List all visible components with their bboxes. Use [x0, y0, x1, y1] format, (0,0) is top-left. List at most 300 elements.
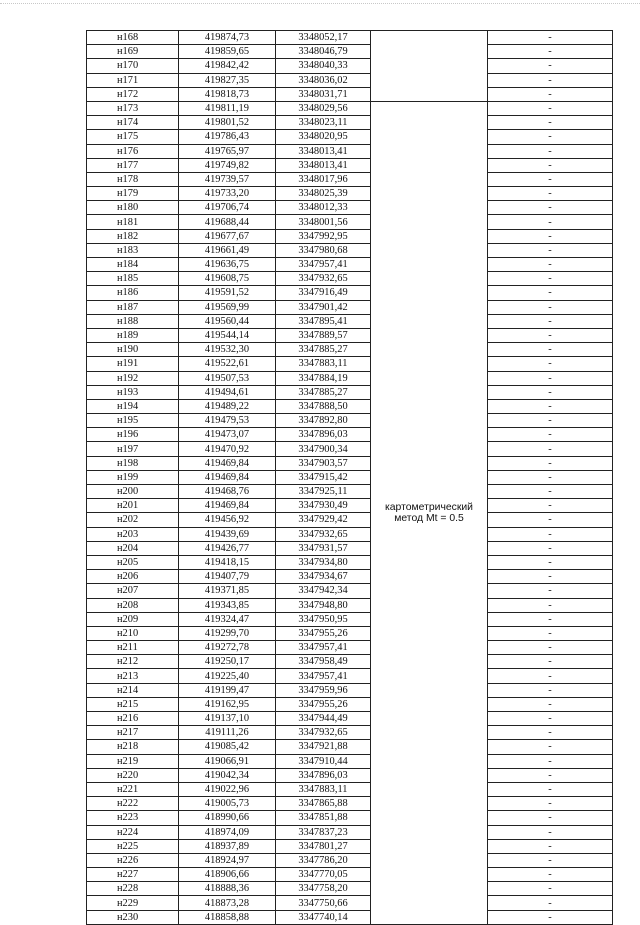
description-cell: -	[488, 811, 613, 825]
y-coordinate-cell: 3348012,33	[276, 201, 371, 215]
y-coordinate-cell: 3347916,49	[276, 286, 371, 300]
description-cell: -	[488, 158, 613, 172]
table-row	[87, 314, 613, 328]
x-coordinate-cell: 419439,69	[179, 527, 276, 541]
table-row	[87, 229, 613, 243]
table-row	[87, 555, 613, 569]
y-coordinate-cell: 3347883,11	[276, 782, 371, 796]
table-row	[87, 853, 613, 867]
description-cell: -	[488, 201, 613, 215]
y-coordinate-cell: 3347786,20	[276, 853, 371, 867]
point-id-cell: н191	[87, 357, 179, 371]
description-cell: -	[488, 286, 613, 300]
point-id-cell: н222	[87, 797, 179, 811]
point-id-cell: н216	[87, 712, 179, 726]
point-id-cell: н227	[87, 868, 179, 882]
y-coordinate-cell: 3347957,41	[276, 669, 371, 683]
y-coordinate-cell: 3347889,57	[276, 328, 371, 342]
y-coordinate-cell: 3347758,20	[276, 882, 371, 896]
y-coordinate-cell: 3348023,11	[276, 116, 371, 130]
x-coordinate-cell: 419470,92	[179, 442, 276, 456]
description-cell: -	[488, 130, 613, 144]
y-coordinate-cell: 3347884,19	[276, 371, 371, 385]
point-id-cell: н230	[87, 910, 179, 924]
x-coordinate-cell: 419859,65	[179, 45, 276, 59]
coordinates-table-body	[87, 31, 613, 925]
y-coordinate-cell: 3347888,50	[276, 399, 371, 413]
point-id-cell: н187	[87, 300, 179, 314]
y-coordinate-cell: 3347944,49	[276, 712, 371, 726]
table-row	[87, 470, 613, 484]
description-cell: -	[488, 782, 613, 796]
y-coordinate-cell: 3347885,27	[276, 385, 371, 399]
y-coordinate-cell: 3348031,71	[276, 87, 371, 101]
description-cell: -	[488, 314, 613, 328]
x-coordinate-cell: 419162,95	[179, 697, 276, 711]
method-cell-empty	[371, 31, 488, 102]
point-id-cell: н202	[87, 513, 179, 527]
point-id-cell: н213	[87, 669, 179, 683]
table-row	[87, 286, 613, 300]
table-row	[87, 797, 613, 811]
point-id-cell: н223	[87, 811, 179, 825]
table-row	[87, 414, 613, 428]
point-id-cell: н190	[87, 343, 179, 357]
x-coordinate-cell: 419469,84	[179, 499, 276, 513]
y-coordinate-cell: 3347903,57	[276, 456, 371, 470]
x-coordinate-cell: 419818,73	[179, 87, 276, 101]
x-coordinate-cell: 419066,91	[179, 754, 276, 768]
description-cell: -	[488, 328, 613, 342]
point-id-cell: н224	[87, 825, 179, 839]
y-coordinate-cell: 3348025,39	[276, 187, 371, 201]
x-coordinate-cell: 419479,53	[179, 414, 276, 428]
y-coordinate-cell: 3347942,34	[276, 584, 371, 598]
table-row	[87, 456, 613, 470]
point-id-cell: н206	[87, 570, 179, 584]
table-row	[87, 541, 613, 555]
point-id-cell: н200	[87, 485, 179, 499]
y-coordinate-cell: 3348017,96	[276, 172, 371, 186]
table-row	[87, 357, 613, 371]
point-id-cell: н228	[87, 882, 179, 896]
point-id-cell: н195	[87, 414, 179, 428]
description-cell: -	[488, 73, 613, 87]
table-row	[87, 300, 613, 314]
x-coordinate-cell: 419489,22	[179, 399, 276, 413]
description-cell: -	[488, 243, 613, 257]
scan-top-edge	[0, 3, 640, 5]
description-cell: -	[488, 229, 613, 243]
x-coordinate-cell: 419250,17	[179, 655, 276, 669]
x-coordinate-cell: 419469,84	[179, 456, 276, 470]
table-row	[87, 584, 613, 598]
table-row	[87, 87, 613, 101]
description-cell: -	[488, 910, 613, 924]
point-id-cell: н186	[87, 286, 179, 300]
y-coordinate-cell: 3347865,88	[276, 797, 371, 811]
table-row	[87, 45, 613, 59]
description-cell: -	[488, 485, 613, 499]
y-coordinate-cell: 3347921,88	[276, 740, 371, 754]
description-cell: -	[488, 555, 613, 569]
y-coordinate-cell: 3347955,26	[276, 626, 371, 640]
x-coordinate-cell: 419199,47	[179, 683, 276, 697]
table-row	[87, 258, 613, 272]
x-coordinate-cell: 419560,44	[179, 314, 276, 328]
y-coordinate-cell: 3347896,03	[276, 428, 371, 442]
y-coordinate-cell: 3347925,11	[276, 485, 371, 499]
y-coordinate-cell: 3347837,23	[276, 825, 371, 839]
point-id-cell: н169	[87, 45, 179, 59]
x-coordinate-cell: 419418,15	[179, 555, 276, 569]
description-cell: -	[488, 896, 613, 910]
point-id-cell: н172	[87, 87, 179, 101]
description-cell: -	[488, 513, 613, 527]
table-row	[87, 499, 613, 513]
point-id-cell: н180	[87, 201, 179, 215]
table-row	[87, 101, 613, 115]
y-coordinate-cell: 3348040,33	[276, 59, 371, 73]
x-coordinate-cell: 419739,57	[179, 172, 276, 186]
x-coordinate-cell: 419494,61	[179, 385, 276, 399]
table-row	[87, 683, 613, 697]
x-coordinate-cell: 419299,70	[179, 626, 276, 640]
table-row	[87, 910, 613, 924]
point-id-cell: н201	[87, 499, 179, 513]
x-coordinate-cell: 418906,66	[179, 868, 276, 882]
x-coordinate-cell: 418974,09	[179, 825, 276, 839]
table-row	[87, 385, 613, 399]
point-id-cell: н174	[87, 116, 179, 130]
x-coordinate-cell: 419874,73	[179, 31, 276, 45]
description-cell: -	[488, 612, 613, 626]
x-coordinate-cell: 419456,92	[179, 513, 276, 527]
x-coordinate-cell: 419765,97	[179, 144, 276, 158]
point-id-cell: н176	[87, 144, 179, 158]
point-id-cell: н211	[87, 641, 179, 655]
y-coordinate-cell: 3348046,79	[276, 45, 371, 59]
description-cell: -	[488, 754, 613, 768]
point-id-cell: н217	[87, 726, 179, 740]
x-coordinate-cell: 419085,42	[179, 740, 276, 754]
point-id-cell: н184	[87, 258, 179, 272]
point-id-cell: н221	[87, 782, 179, 796]
table-row	[87, 882, 613, 896]
point-id-cell: н173	[87, 101, 179, 115]
description-cell: -	[488, 258, 613, 272]
y-coordinate-cell: 3347896,03	[276, 768, 371, 782]
y-coordinate-cell: 3347934,80	[276, 555, 371, 569]
y-coordinate-cell: 3348036,02	[276, 73, 371, 87]
point-id-cell: н207	[87, 584, 179, 598]
point-id-cell: н199	[87, 470, 179, 484]
description-cell: -	[488, 343, 613, 357]
description-cell: -	[488, 527, 613, 541]
y-coordinate-cell: 3347950,95	[276, 612, 371, 626]
x-coordinate-cell: 419042,34	[179, 768, 276, 782]
y-coordinate-cell: 3347980,68	[276, 243, 371, 257]
point-id-cell: н219	[87, 754, 179, 768]
table-row	[87, 839, 613, 853]
point-id-cell: н229	[87, 896, 179, 910]
y-coordinate-cell: 3347959,96	[276, 683, 371, 697]
table-row	[87, 641, 613, 655]
y-coordinate-cell: 3347801,27	[276, 839, 371, 853]
y-coordinate-cell: 3347948,80	[276, 598, 371, 612]
description-cell: -	[488, 187, 613, 201]
x-coordinate-cell: 419522,61	[179, 357, 276, 371]
y-coordinate-cell: 3347992,95	[276, 229, 371, 243]
description-cell: -	[488, 882, 613, 896]
x-coordinate-cell: 419608,75	[179, 272, 276, 286]
x-coordinate-cell: 419706,74	[179, 201, 276, 215]
description-cell: -	[488, 101, 613, 115]
y-coordinate-cell: 3347958,49	[276, 655, 371, 669]
coordinates-table	[86, 30, 613, 925]
table-row	[87, 726, 613, 740]
table-row	[87, 144, 613, 158]
x-coordinate-cell: 419272,78	[179, 641, 276, 655]
table-row	[87, 172, 613, 186]
point-id-cell: н193	[87, 385, 179, 399]
table-row	[87, 187, 613, 201]
x-coordinate-cell: 419022,96	[179, 782, 276, 796]
point-id-cell: н177	[87, 158, 179, 172]
x-coordinate-cell: 419137,10	[179, 712, 276, 726]
point-id-cell: н210	[87, 626, 179, 640]
point-id-cell: н198	[87, 456, 179, 470]
description-cell: -	[488, 414, 613, 428]
y-coordinate-cell: 3347885,27	[276, 343, 371, 357]
x-coordinate-cell: 418924,97	[179, 853, 276, 867]
table-row	[87, 811, 613, 825]
y-coordinate-cell: 3348029,56	[276, 101, 371, 115]
point-id-cell: н203	[87, 527, 179, 541]
x-coordinate-cell: 419426,77	[179, 541, 276, 555]
x-coordinate-cell: 419677,67	[179, 229, 276, 243]
point-id-cell: н209	[87, 612, 179, 626]
y-coordinate-cell: 3348052,17	[276, 31, 371, 45]
table-row	[87, 768, 613, 782]
description-cell: -	[488, 300, 613, 314]
table-row	[87, 158, 613, 172]
table-row	[87, 513, 613, 527]
point-id-cell: н194	[87, 399, 179, 413]
x-coordinate-cell: 419005,73	[179, 797, 276, 811]
description-cell: -	[488, 669, 613, 683]
y-coordinate-cell: 3347895,41	[276, 314, 371, 328]
y-coordinate-cell: 3348020,95	[276, 130, 371, 144]
table-row	[87, 215, 613, 229]
table-row	[87, 73, 613, 87]
x-coordinate-cell: 419507,53	[179, 371, 276, 385]
y-coordinate-cell: 3347934,67	[276, 570, 371, 584]
point-id-cell: н218	[87, 740, 179, 754]
point-id-cell: н181	[87, 215, 179, 229]
table-row	[87, 868, 613, 882]
y-coordinate-cell: 3347750,66	[276, 896, 371, 910]
point-id-cell: н171	[87, 73, 179, 87]
table-row	[87, 669, 613, 683]
x-coordinate-cell: 419371,85	[179, 584, 276, 598]
description-cell: -	[488, 172, 613, 186]
x-coordinate-cell: 419324,47	[179, 612, 276, 626]
x-coordinate-cell: 419688,44	[179, 215, 276, 229]
y-coordinate-cell: 3347910,44	[276, 754, 371, 768]
y-coordinate-cell: 3347915,42	[276, 470, 371, 484]
description-cell: -	[488, 655, 613, 669]
description-cell: -	[488, 726, 613, 740]
table-row	[87, 754, 613, 768]
table-row	[87, 59, 613, 73]
point-id-cell: н208	[87, 598, 179, 612]
x-coordinate-cell: 419801,52	[179, 116, 276, 130]
point-id-cell: н185	[87, 272, 179, 286]
description-cell: -	[488, 570, 613, 584]
y-coordinate-cell: 3347932,65	[276, 527, 371, 541]
y-coordinate-cell: 3347929,42	[276, 513, 371, 527]
description-cell: -	[488, 853, 613, 867]
x-coordinate-cell: 419811,19	[179, 101, 276, 115]
point-id-cell: н226	[87, 853, 179, 867]
point-id-cell: н182	[87, 229, 179, 243]
point-id-cell: н168	[87, 31, 179, 45]
x-coordinate-cell: 418937,89	[179, 839, 276, 853]
description-cell: -	[488, 428, 613, 442]
table-row	[87, 272, 613, 286]
x-coordinate-cell: 419661,49	[179, 243, 276, 257]
point-id-cell: н189	[87, 328, 179, 342]
point-id-cell: н225	[87, 839, 179, 853]
x-coordinate-cell: 419842,42	[179, 59, 276, 73]
x-coordinate-cell: 419786,43	[179, 130, 276, 144]
table-row	[87, 328, 613, 342]
description-cell: -	[488, 116, 613, 130]
table-row	[87, 570, 613, 584]
description-cell: -	[488, 839, 613, 853]
table-row	[87, 31, 613, 45]
description-cell: -	[488, 31, 613, 45]
description-cell: -	[488, 584, 613, 598]
table-row	[87, 527, 613, 541]
x-coordinate-cell: 418888,36	[179, 882, 276, 896]
description-cell: -	[488, 385, 613, 399]
description-cell: -	[488, 371, 613, 385]
table-row	[87, 201, 613, 215]
x-coordinate-cell: 419343,85	[179, 598, 276, 612]
y-coordinate-cell: 3347883,11	[276, 357, 371, 371]
y-coordinate-cell: 3347770,05	[276, 868, 371, 882]
y-coordinate-cell: 3348001,56	[276, 215, 371, 229]
table-row	[87, 825, 613, 839]
point-id-cell: н175	[87, 130, 179, 144]
table-row	[87, 243, 613, 257]
x-coordinate-cell: 419591,52	[179, 286, 276, 300]
x-coordinate-cell: 419473,07	[179, 428, 276, 442]
x-coordinate-cell: 419733,20	[179, 187, 276, 201]
description-cell: -	[488, 740, 613, 754]
description-cell: -	[488, 144, 613, 158]
table-row	[87, 343, 613, 357]
y-coordinate-cell: 3347932,65	[276, 726, 371, 740]
table-row	[87, 399, 613, 413]
y-coordinate-cell: 3347892,80	[276, 414, 371, 428]
y-coordinate-cell: 3347740,14	[276, 910, 371, 924]
y-coordinate-cell: 3347955,26	[276, 697, 371, 711]
point-id-cell: н192	[87, 371, 179, 385]
point-id-cell: н179	[87, 187, 179, 201]
description-cell: -	[488, 641, 613, 655]
description-cell: -	[488, 470, 613, 484]
y-coordinate-cell: 3347930,49	[276, 499, 371, 513]
point-id-cell: н212	[87, 655, 179, 669]
description-cell: -	[488, 87, 613, 101]
point-id-cell: н220	[87, 768, 179, 782]
y-coordinate-cell: 3347900,34	[276, 442, 371, 456]
point-id-cell: н205	[87, 555, 179, 569]
description-cell: -	[488, 868, 613, 882]
description-cell: -	[488, 399, 613, 413]
point-id-cell: н170	[87, 59, 179, 73]
description-cell: -	[488, 215, 613, 229]
description-cell: -	[488, 598, 613, 612]
x-coordinate-cell: 419827,35	[179, 73, 276, 87]
description-cell: -	[488, 272, 613, 286]
table-row	[87, 485, 613, 499]
method-cell: картометрический метод Mt = 0.5	[371, 101, 488, 924]
point-id-cell: н204	[87, 541, 179, 555]
description-cell: -	[488, 697, 613, 711]
x-coordinate-cell: 418873,28	[179, 896, 276, 910]
description-cell: -	[488, 456, 613, 470]
description-cell: -	[488, 626, 613, 640]
description-cell: -	[488, 712, 613, 726]
table-row	[87, 655, 613, 669]
description-cell: -	[488, 797, 613, 811]
description-cell: -	[488, 825, 613, 839]
point-id-cell: н196	[87, 428, 179, 442]
table-row	[87, 712, 613, 726]
description-cell: -	[488, 541, 613, 555]
description-cell: -	[488, 45, 613, 59]
table-row	[87, 371, 613, 385]
table-row	[87, 782, 613, 796]
x-coordinate-cell: 419407,79	[179, 570, 276, 584]
y-coordinate-cell: 3347957,41	[276, 641, 371, 655]
description-cell: -	[488, 768, 613, 782]
y-coordinate-cell: 3347957,41	[276, 258, 371, 272]
y-coordinate-cell: 3348013,41	[276, 144, 371, 158]
description-cell: -	[488, 442, 613, 456]
description-cell: -	[488, 683, 613, 697]
x-coordinate-cell: 419111,26	[179, 726, 276, 740]
table-row	[87, 130, 613, 144]
y-coordinate-cell: 3348013,41	[276, 158, 371, 172]
x-coordinate-cell: 418858,88	[179, 910, 276, 924]
x-coordinate-cell: 419569,99	[179, 300, 276, 314]
x-coordinate-cell: 419532,30	[179, 343, 276, 357]
table-row	[87, 896, 613, 910]
x-coordinate-cell: 419225,40	[179, 669, 276, 683]
table-row	[87, 598, 613, 612]
table-row	[87, 740, 613, 754]
table-row	[87, 697, 613, 711]
description-cell: -	[488, 59, 613, 73]
point-id-cell: н214	[87, 683, 179, 697]
point-id-cell: н215	[87, 697, 179, 711]
x-coordinate-cell: 419469,84	[179, 470, 276, 484]
